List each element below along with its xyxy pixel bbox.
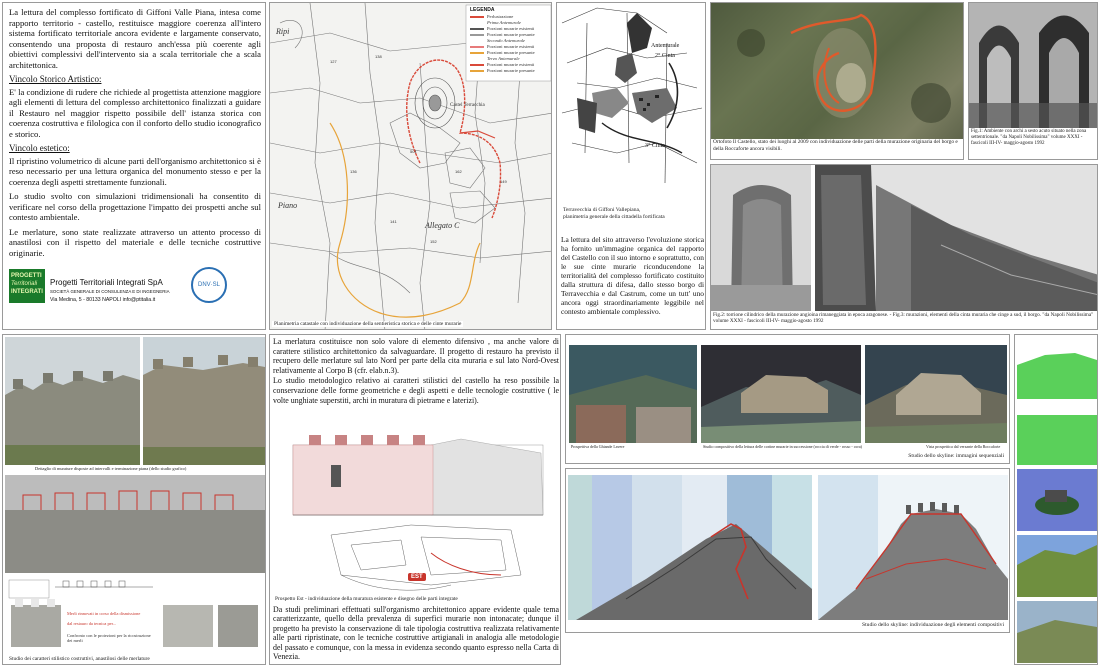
svg-text:127: 127: [330, 59, 337, 64]
company-address: Via Medina, 5 - 80133 NAPOLI info@ptitalia.it: [50, 297, 156, 303]
svg-text:152: 152: [430, 239, 437, 244]
logo-line-1: PROGETTI: [11, 273, 42, 279]
company-logo: [9, 269, 45, 303]
intro-text: [9, 7, 261, 262]
map-label-castle: Castel Terracchia: [450, 103, 485, 108]
intro-panel: [2, 2, 266, 330]
red-note-2: dal restauro da tecnica per...: [67, 621, 117, 626]
map-legend: [470, 7, 550, 74]
terravecchia-panel: [556, 2, 706, 330]
skyline-composition-caption: Studio dello skyline: individuazione degli elementi compositivi: [862, 621, 1004, 628]
legend-item: Secondo Antemurale: [487, 38, 526, 43]
skyline-composition-panel: [565, 468, 1010, 633]
tower-walls-image: [711, 165, 1098, 311]
skyline-sub-3: Vista prospettica dal versante della Roccaforte: [926, 444, 1001, 449]
merlatura-paragraph-1: La merlatura costituisce non solo valore di elemento difensivo , ma anche valore di carattere stilistico architettonico da salvaguardare. Il progetto di restauro ha previsto il recupero delle merlature sul lato Nord per parte della cita muraria e sul lato Nord-Ovest relativamente al Corpo B (cfr. elab.n.3).: [273, 337, 559, 375]
middle-panel: [269, 334, 561, 665]
storico-paragraph: E' la condizione di rudere che richiede al progettista attenzione maggiore agli elementi di lettura del complesso architettonico finalizzati a guidare il Restauro nel maggior rispetto possibile dell' istanza storica con coerenza costruttiva e filologica con il conforto dello studio iconografico e storico.: [9, 86, 261, 139]
svg-text:162: 162: [455, 169, 462, 174]
legend-item: Prima Antemurale: [487, 20, 521, 25]
skyline-strip: [1015, 335, 1098, 665]
map-label-ripi: Ripi: [276, 27, 290, 36]
merlatura-paragraph-2: Lo studio metodologico relativo ai caratteri stilistici del castello ha reso possibile la conservazione delle forme geometriche e degli aspetti e delle tecnologie costruttive ( le volte unghiate superstiti, archi in muratura di pietrame e laterizi).: [273, 376, 559, 405]
svg-text:138: 138: [375, 54, 382, 59]
legend-title: LEGENDA: [470, 7, 495, 13]
estetico-paragraph-2: Lo studio svolto con simulazioni tridimensionali ha consentito di verificare nel corso della progettazione l'impatto dei prospetti anche sul contesto ambientale.: [9, 191, 261, 222]
estetico-paragraph-1: Il ripristino volumetrico di alcune parti dell'organismo architettonico si è reso necessario per una lettura organica del monumento stesso e per la coerenza degli aspetti strettamente funzionali.: [9, 155, 261, 187]
svg-text:136: 136: [350, 169, 357, 174]
heading-vincolo-estetico: Vincolo estetico:: [9, 143, 70, 153]
fig2-3-photos: [710, 164, 1098, 330]
svg-text:141: 141: [390, 219, 397, 224]
arches-image: [969, 3, 1098, 128]
terravecchia-caption-line-1: Terravecchia di Giffoni Vallepiana,: [563, 207, 641, 213]
right-strip-panel: [1014, 334, 1098, 665]
legend-item: Porzioni murarie presunte: [470, 50, 550, 56]
skyline-composition: [566, 469, 1010, 633]
merlatura-text: [273, 337, 559, 405]
merlature-top-caption: Dettaglio di murature disposte ad intervalli e terminazione piana (dello studio grafico): [35, 466, 187, 471]
map-label-piano: Piano: [278, 201, 298, 210]
logo-line-2: Territoriali: [11, 281, 38, 287]
svg-text:501: 501: [410, 149, 417, 154]
certification-badge: [191, 267, 227, 303]
skyline-sequence-caption: Studio dello skyline: immagini sequenziali: [908, 453, 1004, 459]
estetico-paragraph-3: Le merlature, sono state realizzate attraverso un attento processo di anastilosi con il rispetto del materiale e delle tecniche costruttive originarie.: [9, 226, 261, 258]
terravecchia-text: La lettura del sito attraverso l'evoluzione storica ha fornito un'immagine organica del rapporto del Castello con il suo intorno e soprattutto, con le sue cinte murarie riconducendone la territorialità del complesso fortificato costituito dalla struttura di difesa, dallo stesso borgo di Terravecchia e dal Castrum, come un tutt' uno ancora oggi straordinariamente leggibile nel contesto ambientale complessivo.: [561, 235, 704, 316]
legend-item: Perlustrazione: [470, 14, 550, 20]
logo-line-3: INTEGRATI: [11, 289, 43, 295]
label-antemurale: Antemurale: [651, 43, 680, 49]
label-cinta-2: 2° Cinta: [655, 53, 675, 59]
red-note-1: Merli rinnovati in corso della dismissione: [67, 611, 141, 616]
terravecchia-plan: [557, 3, 706, 203]
map-label-allegato: Allegato C: [425, 221, 460, 230]
terravecchia-caption-line-2: planimetria generale della cittadella fortificata: [563, 214, 665, 220]
skyline-sub-1: Prospettiva della Ghiande Lavere: [571, 444, 625, 449]
est-label: EST: [408, 573, 426, 581]
legend-item: Porzioni murarie presunte: [470, 32, 550, 38]
orthophoto-overlay: [711, 3, 964, 139]
orthophoto-caption: Ortofoto Il Castello, stato dei luoghi al 2009 con individuazione delle parti della murazione originaria del borgo e della Roccaforte ancora visibili.: [711, 139, 964, 160]
company-subtitle: SOCIETÀ GENERALE DI CONSULENZA E DI INGEGNERIA: [50, 289, 170, 294]
skyline-sub-2: Studio compositivo della lettura delle cortine murarie in successione (roccia di verde - rosso - ocra): [703, 444, 862, 449]
certification-text: DNV·SL: [197, 282, 220, 288]
intro-paragraph: La lettura del complesso fortificato di Giffoni Valle Piana, intesa come rapporto territorio - castello, restituisce maggiore coerenza all'intero sistema fortificato territoriale ancora evidente e largamente conservato, consentendo una proposta di restauro anch'essa più coerente agli obiettivi complessivi dell'intervento sia a scala territoriale che a scala architettonica.: [9, 7, 261, 70]
east-elevation-drawing: [271, 425, 561, 595]
map-caption: Planimetria catastale con individuazione della sentieristica storica e delle cinte murarie: [274, 320, 462, 327]
black-note: Confronto con le proiezioni per la ricostruzione dei merli: [67, 633, 151, 644]
svg-text:149: 149: [500, 179, 507, 184]
orthophoto: [710, 2, 964, 160]
label-cinta-3: 3° Cinta: [645, 143, 665, 149]
company-name: Progetti Territoriali Integrati SpA: [50, 278, 163, 287]
fig1-caption: Fig.1: Ambiente con archi a sesto acuto situato nella zona settentrionale. "da Napoli Nobilissima" volume XXXI - fascicoli III-IV- maggio-agosto 1992: [969, 129, 1098, 147]
fig1-photo: [968, 2, 1098, 160]
fig2-3-caption: Fig.2: torrione cilindrico della murazione angioina rimaneggiata in epoca aragonese. - Fig.3: murazioni, elementi della cinta muraria che cinge a sud, il borgo. "da Napoli Nobilissima" volume XXXI - fascicoli III-IV- maggio-agosto 1992: [711, 312, 1098, 324]
drawing-caption: Prospetto Est - individuazione della muratura esistente e disegno delle parti integrate: [275, 596, 458, 602]
terravecchia-caption: [561, 207, 667, 221]
cadastral-map-panel: [269, 2, 552, 330]
legend-item: Porzioni murarie esistenti: [470, 44, 550, 50]
legend-item: Porzioni murarie esistenti: [470, 62, 550, 68]
legend-item: Porzioni murarie esistenti: [470, 26, 550, 32]
skyline-sequence-panel: [565, 334, 1010, 464]
merlature-bottom-caption: Studio dei caratteri stilistico costruttivi, anastilosi delle merlature: [9, 655, 150, 662]
legend-item: Terzo Antemurale: [487, 56, 520, 61]
heading-vincolo-storico: Vincolo Storico Artistico:: [9, 74, 102, 84]
studi-paragraph: Da studi preliminari effettuati sull'organismo architettonico appare evidente quale tema caratterizzante, quello della prevalenza di superfici murarie non intonacate; dunque il progetto ha previsto la conservazione di tale tipologia costruttiva realizzata relativamente alle parti ripristinate, con le tecniche costruttive artigianali in analogia alle metodologie del passato e comunque, con la messa in evidenza secondo quanto espresso nella Carta di Venezia.: [273, 605, 559, 662]
merlature-panel: [2, 334, 266, 665]
legend-item: Porzioni murarie presunte: [470, 68, 550, 74]
